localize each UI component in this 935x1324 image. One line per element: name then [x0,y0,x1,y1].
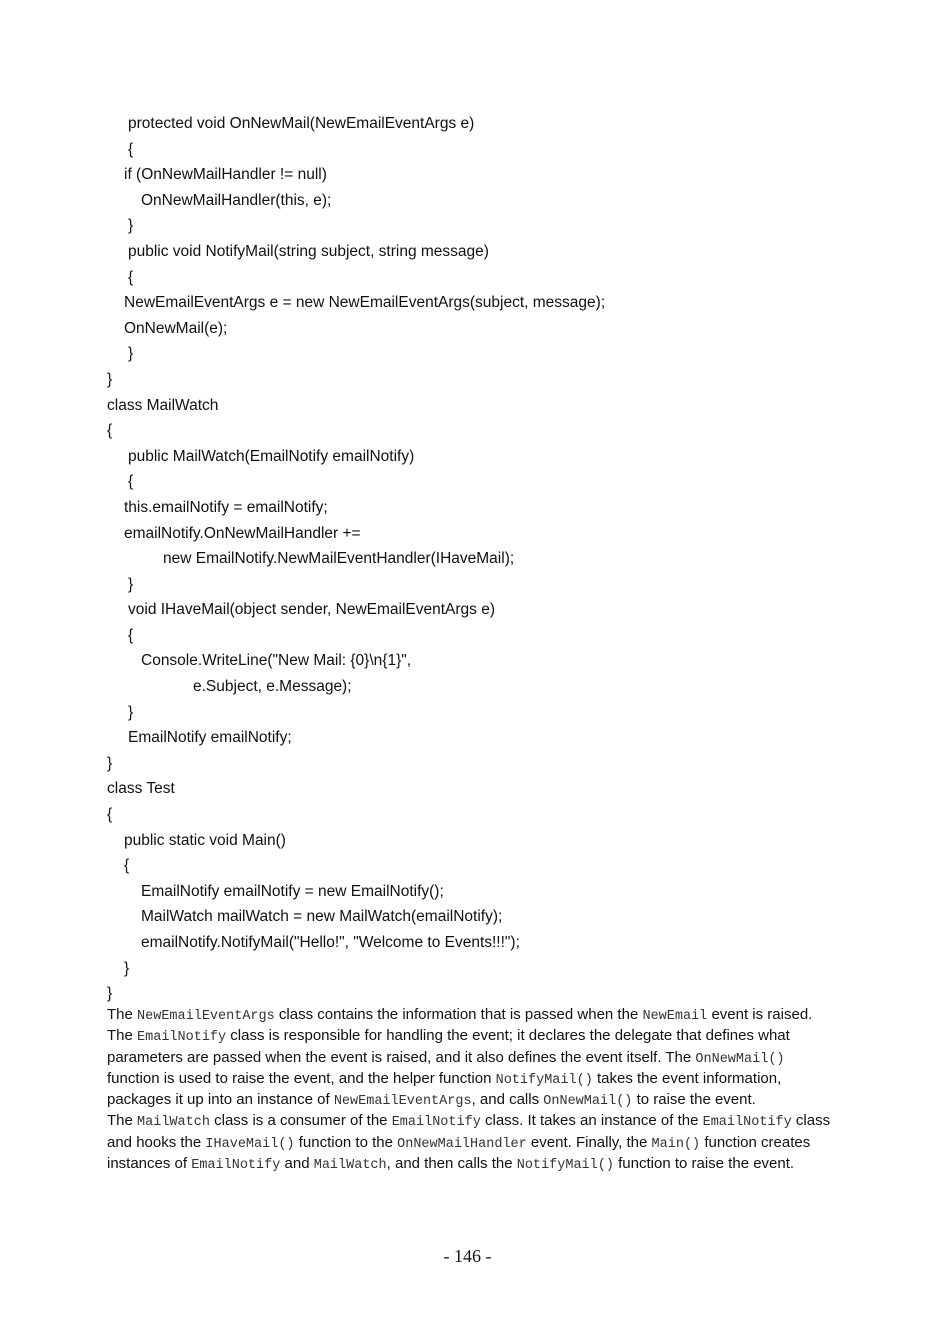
code-line: EmailNotify emailNotify = new EmailNotify(); [141,882,444,900]
code-line: protected void OnNewMail(NewEmailEventArgs e) [128,115,475,132]
code-line: e.Subject, e.Message); [193,678,352,696]
text-run: and [280,1155,314,1173]
code-line: OnNewMail(e); [124,319,228,337]
page-number: - 146 - [443,1246,492,1266]
code-line: new EmailNotify.NewMailEventHandler(IHaveMail); [163,550,515,568]
code-line: void IHaveMail(object sender, NewEmailEventArgs e) [128,601,495,619]
inline-code: OnNewMail() [695,1051,785,1067]
code-line: } [107,754,113,772]
text-run: , and then calls the [386,1155,517,1173]
inline-code: OnNewMailHandler [397,1136,527,1152]
code-line: public MailWatch(EmailNotify emailNotify) [128,447,415,465]
code-line: EmailNotify emailNotify; [128,729,292,747]
inline-code: MailWatch [313,1158,387,1174]
code-line: NewEmailEventArgs e = new NewEmailEventArgs(subject, message); [124,294,606,312]
inline-code: IHaveMail() [205,1136,295,1152]
text-run: takes the event information, packages it up into an instance of [107,1069,782,1109]
code-line: class MailWatch [107,396,219,414]
paragraph [107,1111,832,1175]
inline-code: NewEmailEventArgs [333,1094,472,1110]
paragraph [107,1005,832,1026]
inline-code: OnNewMail() [543,1094,633,1110]
inline-code: EmailNotify [702,1115,792,1131]
inline-code: NewEmailEventArgs [137,1009,275,1024]
code-line: } [124,959,130,977]
code-line: OnNewMailHandler(this, e); [141,191,332,209]
code-line: this.emailNotify = emailNotify; [124,498,328,516]
inline-code: Main() [651,1136,701,1152]
text-run: function to raise the event. [613,1155,795,1173]
text-run: , and calls [471,1091,544,1109]
code-line: MailWatch mailWatch = new MailWatch(emailNotify); [141,908,503,926]
code-line: class Test [107,780,175,798]
explanation-text [107,1005,832,1175]
text-run: to raise the event. [632,1091,756,1109]
code-line: if (OnNewMailHandler != null) [124,166,327,184]
inline-code: NewEmail [642,1009,708,1024]
code-line: emailNotify.OnNewMailHandler += [124,524,361,542]
text-run: class and hooks the [107,1112,831,1151]
code-line: } [107,370,113,388]
inline-code: EmailNotify [137,1030,227,1046]
code-line: } [128,345,134,363]
paragraph [107,1026,832,1111]
code-line: public void NotifyMail(string subject, string message) [128,242,489,260]
code-line: } [128,217,134,235]
code-line: { [128,473,134,491]
code-line: } [128,575,134,593]
text-run: class. It takes an instance of the [480,1112,703,1130]
code-line: public static void Main() [124,831,286,849]
inline-code: EmailNotify [391,1115,481,1131]
text-run: class is a consumer of the [209,1112,392,1130]
text-run: The [107,1027,138,1045]
text-run: class is responsible for handling the event; it declares the delegate that defines what parameters are passed when the event is raised, and it also defines the event itself. The [107,1027,790,1066]
text-run: The [107,1112,138,1130]
code-line: } [107,985,113,1003]
text-run: function creates instances of [107,1133,811,1173]
text-run: class contains the information that is passed when the [274,1006,643,1023]
inline-code: NotifyMail() [516,1158,614,1174]
inline-code: MailWatch [137,1115,210,1131]
text-run: The [107,1006,138,1023]
inline-code: NotifyMail() [495,1072,593,1088]
code-line: } [128,703,134,721]
text-run: function is used to raise the event, and the helper function [107,1069,496,1087]
code-line: { [107,422,113,440]
inline-code: EmailNotify [191,1158,281,1174]
code-listing [0,111,935,1007]
code-line: { [128,268,134,286]
code-line: { [124,857,130,875]
code-line: { [107,806,113,824]
code-line: { [128,140,134,158]
text-run: event is raised. [707,1006,813,1023]
code-line: emailNotify.NotifyMail("Hello!", "Welcome to Events!!!"); [141,934,520,951]
text-run: event. Finally, the [526,1133,652,1151]
code-line: { [128,626,134,644]
text-run: function to the [294,1133,398,1151]
code-line: Console.WriteLine("New Mail: {0}\n{1}", [141,652,412,670]
